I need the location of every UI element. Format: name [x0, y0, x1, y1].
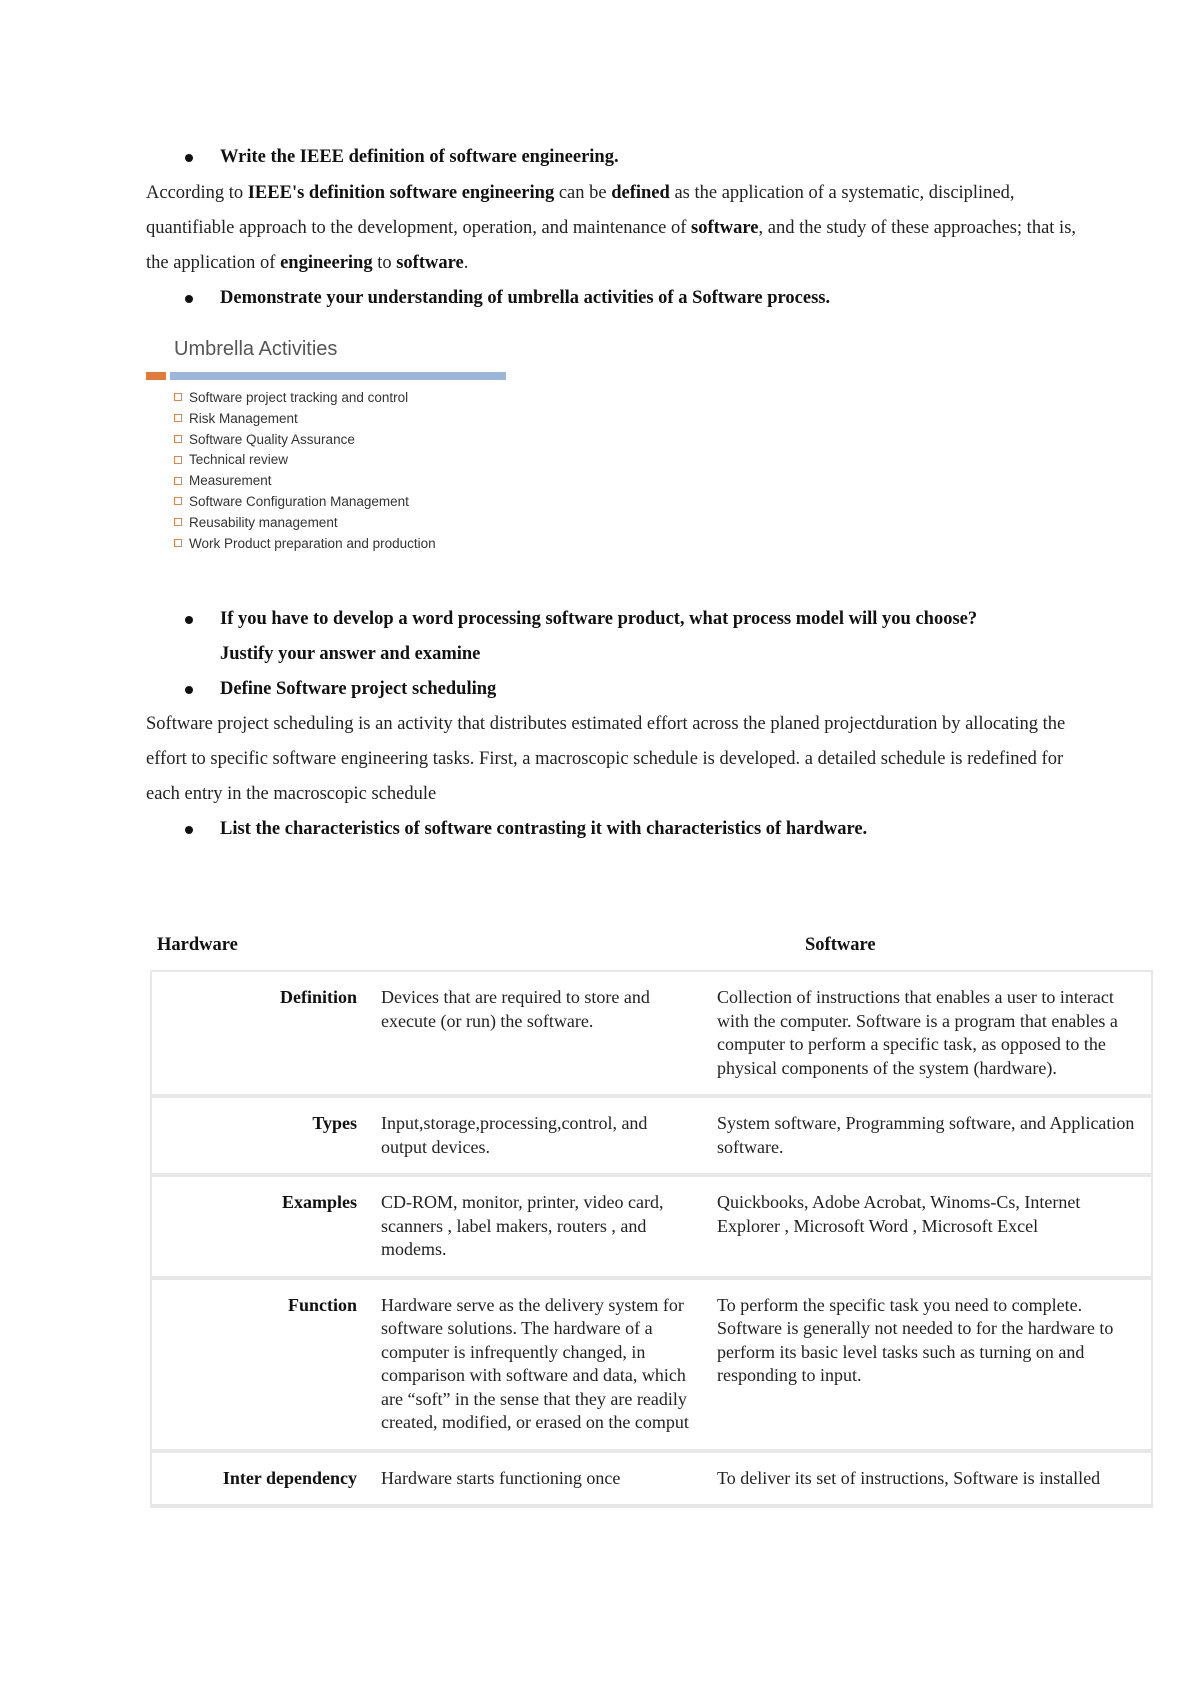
software-cell: Collection of instructions that enables a user to interact with the computer. Software is a program that enables a computer to perform a specific task, as opposed to the physical components of the system (hardware).: [707, 972, 1153, 1098]
hardware-cell: Hardware starts functioning once: [371, 1453, 707, 1507]
umbrella-title: Umbrella Activities: [174, 338, 338, 360]
question-process-model: If you have to develop a word processing software product, what process model will you choose?: [220, 602, 977, 637]
row-label: Types: [152, 1098, 371, 1177]
table-header-software: Software: [805, 935, 876, 955]
list-item: Work Product preparation and production: [174, 534, 436, 555]
list-item: Software Quality Assurance: [174, 430, 436, 451]
question-ieee-definition: Write the IEEE definition of software engineering.: [220, 140, 619, 175]
software-cell: System software, Programming software, and Application software.: [707, 1098, 1153, 1177]
list-item: Software Configuration Management: [174, 492, 436, 513]
row-label: Examples: [152, 1177, 371, 1280]
table-row: [152, 1177, 1153, 1280]
list-item: Reusability management: [174, 513, 436, 534]
question-umbrella-activities: Demonstrate your understanding of umbrella activities of a Software process.: [220, 281, 830, 316]
question-sw-hw-characteristics: List the characteristics of software contrasting it with characteristics of hardware.: [220, 812, 867, 847]
table-row: [152, 1098, 1153, 1177]
row-label: Function: [152, 1280, 371, 1453]
umbrella-list: [174, 388, 436, 554]
list-item: Measurement: [174, 471, 436, 492]
table-row: [152, 1453, 1153, 1507]
list-item: Risk Management: [174, 409, 436, 430]
table-row: [152, 972, 1153, 1098]
scheduling-answer: Software project scheduling is an activity that distributes estimated effort across the planed projectduration by allocating the effort to specific software engineering tasks. First, a macroscopic schedule is developed. a detailed schedule is redefined for each entry in the macroscopic schedule: [146, 714, 1066, 804]
row-label: Inter dependency: [152, 1453, 371, 1507]
ieee-definition-answer: According to IEEE's definition software engineering can be defined as the application of a systematic, disciplined, quantifiable approach to the development, operation, and maintenance of software, and the study of these approaches; that is, the application of engineering to software.: [146, 183, 1077, 273]
hardware-cell: CD-ROM, monitor, printer, video card, scanners , label makers, routers , and modems.: [371, 1177, 707, 1280]
umbrella-title-rule: [170, 372, 506, 380]
hardware-cell: Hardware serve as the delivery system for software solutions. The hardware of a computer is infrequently changed, in comparison with software and data, which are “soft” in the sense that they are readily created, modified, or erased on the comput: [371, 1280, 707, 1453]
question-process-model-cont: Justify your answer and examine: [220, 644, 481, 664]
hardware-software-table: [150, 970, 1153, 1508]
list-item: Software project tracking and control: [174, 388, 436, 409]
software-cell: To perform the specific task you need to complete. Software is generally not needed to for the hardware to perform its basic level tasks such as turning on and responding to input.: [707, 1280, 1153, 1453]
umbrella-activities-figure: [146, 330, 506, 555]
software-cell: To deliver its set of instructions, Software is installed: [707, 1453, 1153, 1507]
hardware-cell: Input,storage,processing,control, and output devices.: [371, 1098, 707, 1177]
table-row: [152, 1280, 1153, 1453]
question-project-scheduling: Define Software project scheduling: [220, 672, 496, 707]
row-label: Definition: [152, 972, 371, 1098]
list-item: Technical review: [174, 450, 436, 471]
software-cell: Quickbooks, Adobe Acrobat, Winoms-Cs, Internet Explorer , Microsoft Word , Microsoft Excel: [707, 1177, 1153, 1280]
hardware-cell: Devices that are required to store and execute (or run) the software.: [371, 972, 707, 1098]
table-header-hardware: Hardware: [157, 935, 238, 955]
umbrella-accent-bar: [146, 372, 166, 380]
